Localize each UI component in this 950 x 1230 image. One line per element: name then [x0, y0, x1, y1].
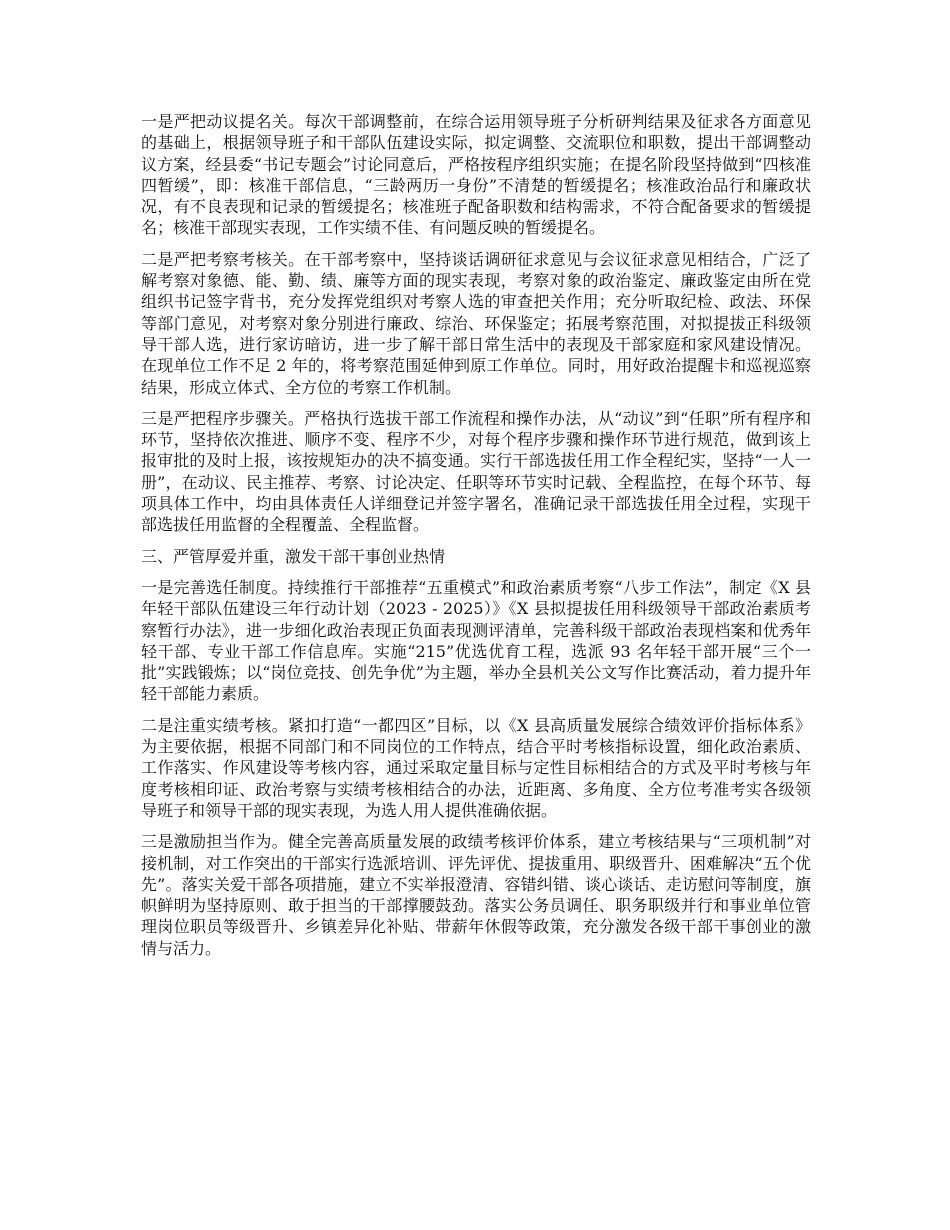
paragraph-performance-assessment: 二是注重实绩考核。紧扣打造“一都四区”目标，以《X 县高质量发展综合绩效评价指标体系》为主要依据，根据不同部门和不同岗位的工作特点，结合平时考核指标设置，细化政治素质、工作落实、作风建设等考核内容，通过采取定量目标与定性目标相结合的方式及平时考核与年度考核相印证、政治考察与实绩考核相结合的办法，近距离、多角度、全方位考准考实各级领导班子和领导干部的现实表现，为选人用人提供准确依据。	[141, 715, 811, 820]
document-body	[141, 111, 811, 969]
paragraph-selection-system: 一是完善选任制度。持续推行干部推荐“五重模式”和政治素质考察“八步工作法”，制定《X 县年轻干部队伍建设三年行动计划（2023 - 2025）》《X 县拟提拔任用科级领导干部政治素质考察暂行办法》，进一步细化政治表现正负面表现测评清单，完善科级干部政治表现档案和优秀年轻干部、专业干部工作信息库。实施“215”优选优育工程，选派 93 名年轻干部开展“三个一批”实践锻炼；以“岗位竞技、创先争优”为主题，举办全县机关公文写作比赛活动，着力提升年轻干部能力素质。	[141, 577, 811, 704]
section-heading: 三、严管厚爱并重，激发干部干事创业热情	[141, 546, 446, 566]
paragraph-motion-nomination: 一是严把动议提名关。每次干部调整前，在综合运用领导班子分析研判结果及征求各方面意见的基础上，根据领导班子和干部队伍建设实际，拟定调整、交流职位和职数，提出干部调整动议方案，经县委“书记专题会”讨论同意后，严格按程序组织实施；在提名阶段坚持做到“四核准四暂缓”，即：核准干部信息，“三龄两历一身份”不清楚的暂缓提名；核准政治品行和廉政状况，有不良表现和记录的暂缓提名；核准班子配备职数和结构需求，不符合配备要求的暂缓提名；核准干部现实表现，工作实绩不佳、有问题反映的暂缓提名。	[141, 112, 811, 238]
paragraph-inspection-assessment: 二是严把考察考核关。在干部考察中，坚持谈话调研征求意见与会议征求意见相结合，广泛了解考察对象德、能、勤、绩、廉等方面的现实表现，考察对象的政治鉴定、廉政鉴定由所在党组织书记签字背书，充分发挥党组织对考察人选的审查把关作用；充分听取纪检、政法、环保等部门意见，对考察对象分别进行廉政、综治、环保鉴定；拓展考察范围，对拟提拔正科级领导干部人选，进行家访暗访，进一步了解干部日常生活中的表现及干部家庭和家风建设情况。在现单位工作不足 2 年的，将考察范围延伸到原工作单位。同时，用好政治提醒卡和巡视巡察结果，形成立体式、全方位的考察工作机制。	[141, 249, 811, 397]
paragraph-procedure-steps: 三是严把程序步骤关。严格执行选拔干部工作流程和操作办法，从“动议”到“任职”所有程序和环节，坚持依次推进、顺序不变、程序不少，对每个程序步骤和操作环节进行规范，做到该上报审批的及时上报，该按规矩办的决不搞变通。实行干部选拔任用工作全程纪实，坚持“一人一册”，在动议、民主推荐、考察、讨论决定、任职等环节实时记载、全程监控，在每个环节、每项具体工作中，均由具体责任人详细登记并签字署名，准确记录干部选拔任用全过程，实现干部选拔任用监督的全程覆盖、全程监督。	[141, 408, 811, 535]
paragraph-encourage-responsibility: 三是激励担当作为。健全完善高质量发展的政绩考核评价体系，建立考核结果与“三项机制”对接机制，对工作突出的干部实行选派培训、评先评优、提拔重用、职级晋升、困难解决“五个优先”。落实关爱干部各项措施，建立不实举报澄清、容错纠错、谈心谈话、走访慰问等制度，旗帜鲜明为坚持原则、敢于担当的干部撑腰鼓劲。落实公务员调任、职务职级并行和事业单位管理岗位职员等级晋升、乡镇差异化补贴、带薪年休假等政策，充分激发各级干部干事创业的激情与活力。	[141, 832, 811, 958]
